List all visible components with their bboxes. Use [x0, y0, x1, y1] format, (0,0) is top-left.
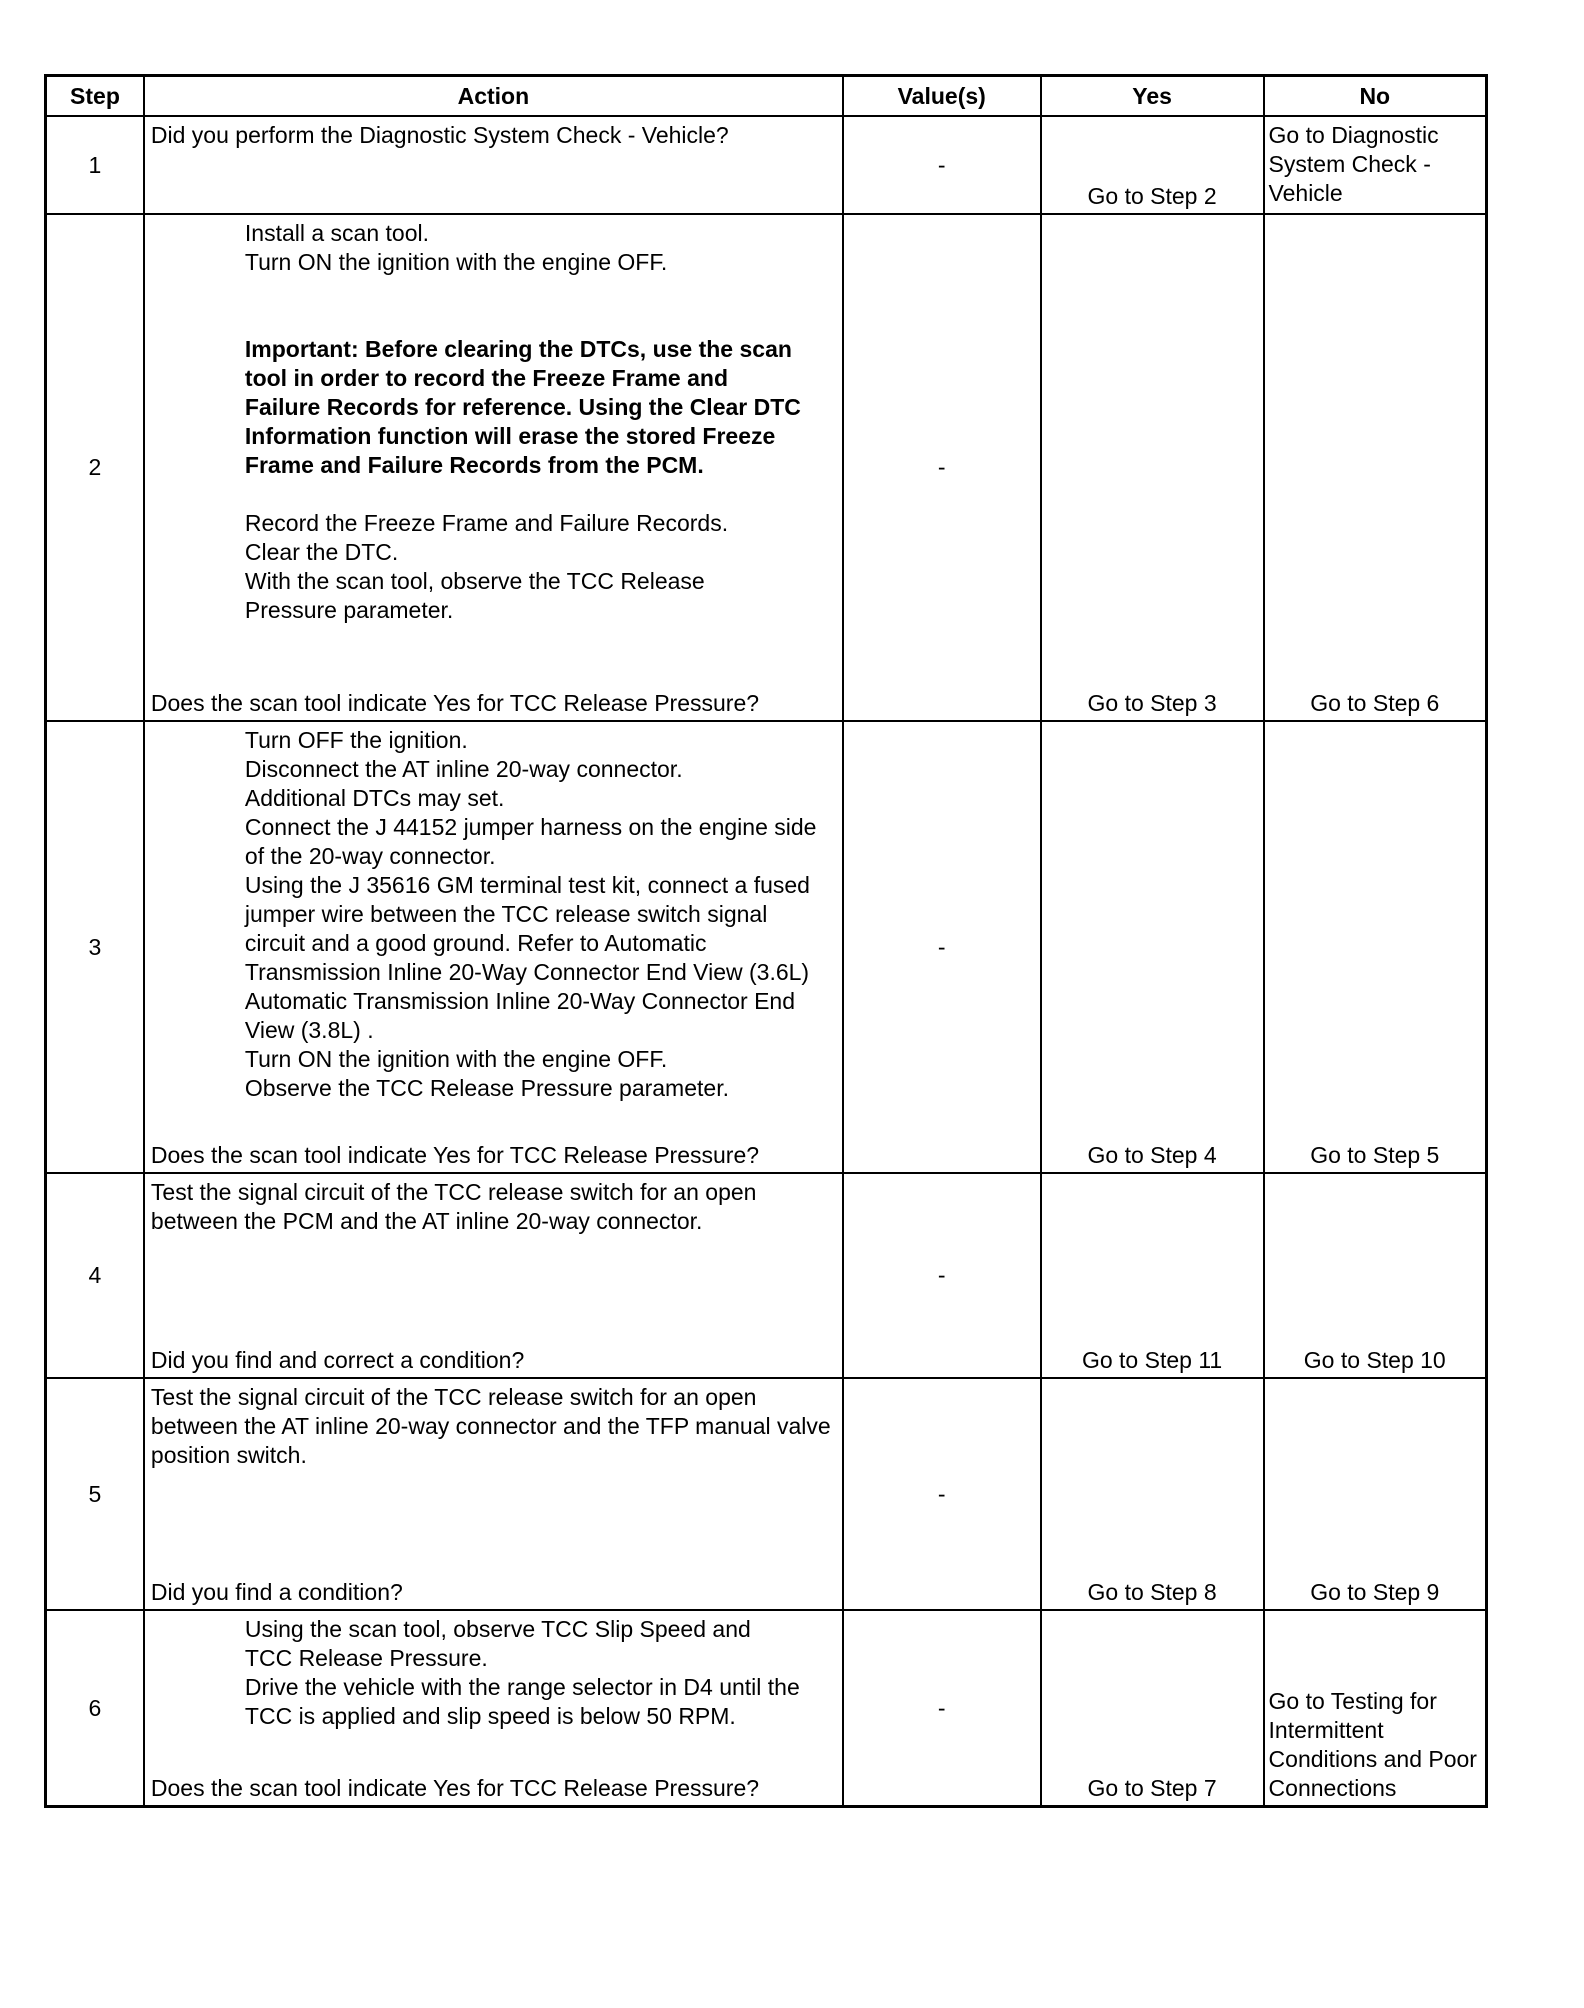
action-question: Does the scan tool indicate Yes for TCC Release Pressure? [150, 1775, 760, 1801]
yes-cell [1041, 1378, 1264, 1610]
table-row [46, 721, 1487, 1173]
no-cell [1264, 214, 1487, 721]
header-values: Value(s) [843, 76, 1041, 117]
action-step: Observe the TCC Release Pressure parameter. [244, 1075, 729, 1101]
action-step: Using the scan tool, observe TCC Slip Speed and TCC Release Pressure. [244, 1616, 751, 1671]
action-text: Test the signal circuit of the TCC release switch for an open between the PCM and the AT inline 20-way connector. [150, 1179, 757, 1234]
step-number: 1 [46, 116, 144, 214]
header-no: No [1264, 76, 1487, 117]
yes-cell [1041, 116, 1264, 214]
yes-link[interactable]: Go to Step 2 [1087, 183, 1217, 209]
diagnostic-table [44, 74, 1488, 1808]
step-number: 2 [46, 214, 144, 721]
action-step: Turn ON the ignition with the engine OFF. [244, 1046, 668, 1072]
action-step: Disconnect the AT inline 20-way connector. Additional DTCs may set. [244, 756, 683, 811]
action-cell [144, 1610, 843, 1807]
table-row [46, 1610, 1487, 1807]
yes-link[interactable]: Go to Step 7 [1087, 1775, 1217, 1801]
action-question: Did you find and correct a condition? [150, 1347, 525, 1373]
table-row [46, 214, 1487, 721]
action-step: Record the Freeze Frame and Failure Records. [244, 510, 729, 536]
table-row [46, 1173, 1487, 1378]
action-step: Turn OFF the ignition. [244, 727, 468, 753]
no-cell [1264, 1378, 1487, 1610]
no-cell [1264, 1610, 1487, 1807]
yes-link[interactable]: Go to Step 11 [1081, 1347, 1223, 1373]
header-step: Step [46, 76, 144, 117]
step-number: 6 [46, 1610, 144, 1807]
action-question: Does the scan tool indicate Yes for TCC Release Pressure? [150, 690, 760, 716]
no-link[interactable]: Go to Step 6 [1310, 690, 1440, 716]
action-question: Did you find a condition? [150, 1579, 403, 1605]
no-link[interactable]: Go to Step 5 [1310, 1142, 1440, 1168]
action-text: Did you perform the Diagnostic System Check - Vehicle? [150, 122, 729, 148]
action-step: Connect the J 44152 jumper harness on the engine side of the 20-way connector. [244, 814, 817, 869]
yes-cell [1041, 721, 1264, 1173]
table-row [46, 116, 1487, 214]
action-step: Turn ON the ignition with the engine OFF. [244, 249, 668, 275]
value-cell: - [843, 214, 1041, 721]
action-text: Test the signal circuit of the TCC release switch for an open between the AT inline 20-way connector and the TFP manual valve position switch. [150, 1384, 831, 1468]
action-cell [144, 1173, 843, 1378]
yes-cell [1041, 1173, 1264, 1378]
header-action: Action [144, 76, 843, 117]
value-cell: - [843, 116, 1041, 214]
no-link[interactable]: Go to Step 9 [1310, 1579, 1440, 1605]
yes-link[interactable]: Go to Step 4 [1087, 1142, 1217, 1168]
yes-link[interactable]: Go to Step 3 [1087, 690, 1217, 716]
no-cell [1264, 116, 1487, 214]
no-cell [1264, 721, 1487, 1173]
header-row [46, 76, 1487, 117]
value-cell: - [843, 1610, 1041, 1807]
action-cell [144, 721, 843, 1173]
action-step: With the scan tool, observe the TCC Release Pressure parameter. [244, 568, 705, 623]
no-link[interactable]: Go to Diagnostic System Check - Vehicle [1268, 122, 1439, 206]
step-number: 3 [46, 721, 144, 1173]
value-cell: - [843, 1378, 1041, 1610]
no-link[interactable]: Go to Step 10 [1303, 1347, 1446, 1373]
yes-link[interactable]: Go to Step 8 [1087, 1579, 1217, 1605]
action-step: Install a scan tool. [244, 220, 430, 246]
action-cell [144, 1378, 843, 1610]
no-cell [1264, 1173, 1487, 1378]
action-cell [144, 214, 843, 721]
action-step: Drive the vehicle with the range selector in D4 until the TCC is applied and slip speed is below 50 RPM. [244, 1674, 800, 1729]
action-question: Does the scan tool indicate Yes for TCC Release Pressure? [150, 1142, 760, 1168]
yes-cell [1041, 1610, 1264, 1807]
step-number: 4 [46, 1173, 144, 1378]
step-number: 5 [46, 1378, 144, 1610]
action-step: Using the J 35616 GM terminal test kit, connect a fused jumper wire between the TCC release switch signal circuit and a good ground. Refer to Automatic Transmission Inline 20-Way Connector End View (3.6L) Automatic Transmission Inline 20-Way Connector End View (3.8L) . [244, 872, 810, 1043]
table-row [46, 1378, 1487, 1610]
no-link[interactable]: Go to Testing for Intermittent Conditions and Poor Connections [1268, 1688, 1477, 1801]
action-step: Clear the DTC. [244, 539, 399, 565]
yes-cell [1041, 214, 1264, 721]
header-yes: Yes [1041, 76, 1264, 117]
value-cell: - [843, 1173, 1041, 1378]
important-note: Important: Before clearing the DTCs, use the scan tool in order to record the Freeze Frame and Failure Records for reference. Using the Clear DTC Information function will erase the stored Freeze Frame and Failure Records from the PCM. [244, 336, 801, 478]
action-cell [144, 116, 843, 214]
value-cell: - [843, 721, 1041, 1173]
